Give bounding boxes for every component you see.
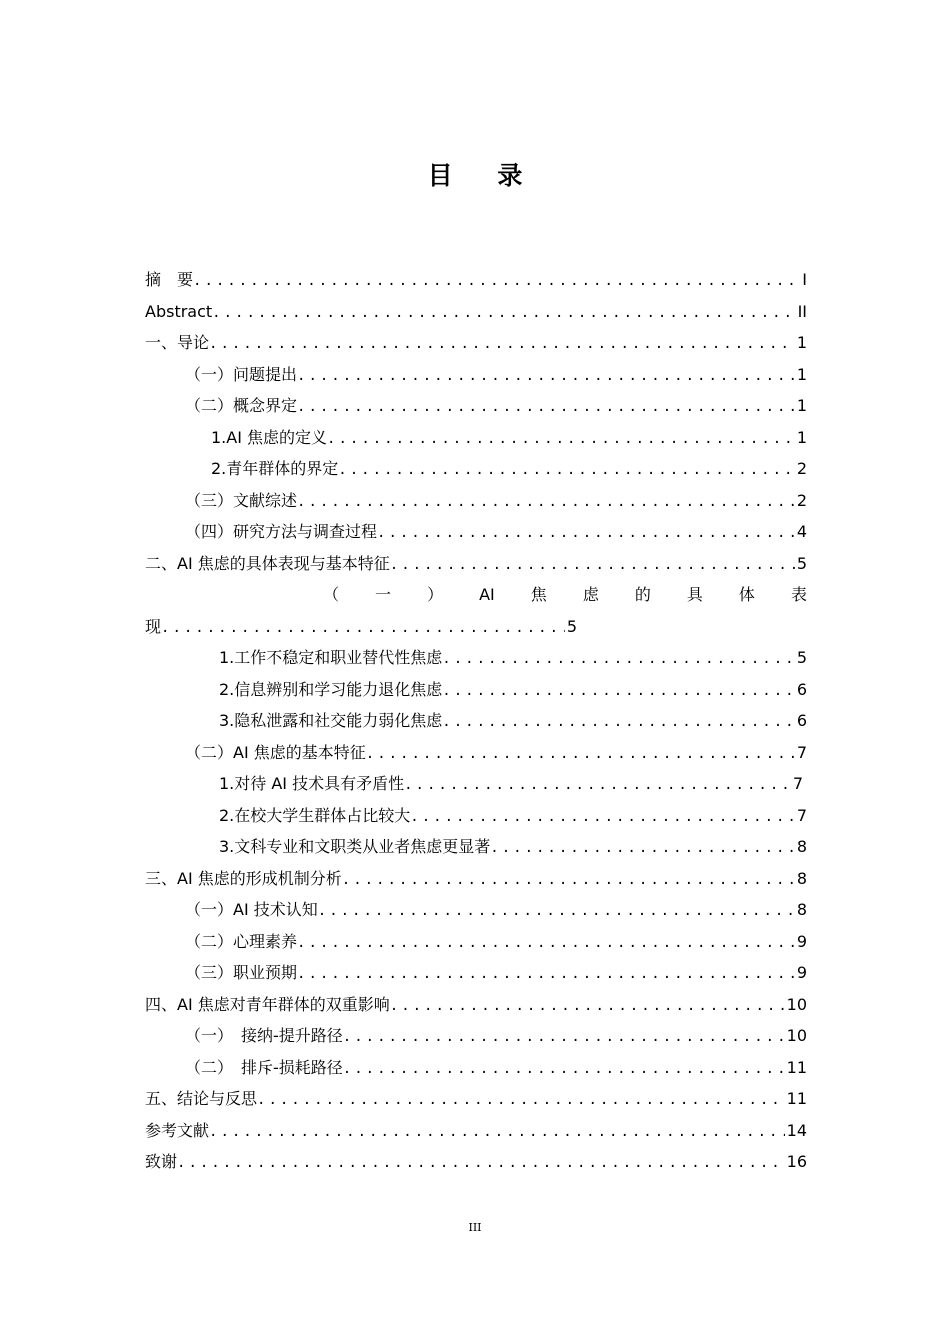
toc-entry-label: 3.文科专业和文职类从业者焦虑更显著 [219, 837, 491, 856]
toc-entry[interactable] [185, 1020, 807, 1051]
toc-entry-label: 一、导论 [145, 333, 210, 352]
dot-leader [490, 833, 795, 862]
dot-leader [442, 644, 795, 673]
toc-char: 一 [375, 585, 392, 604]
toc-entry-label: （一）问题提出 [185, 365, 298, 384]
toc-entry-label: 三、AI 焦虑的形成机制分析 [145, 869, 342, 888]
toc-entry-page: 8 [796, 869, 807, 888]
dot-leader [212, 298, 795, 327]
dot-leader [442, 707, 795, 736]
toc-entry-label: （三）文献综述 [185, 491, 298, 510]
toc-entry[interactable] [185, 390, 807, 421]
toc-entry[interactable] [145, 611, 577, 642]
toc-entry-spread-label[interactable] [323, 579, 807, 610]
toc-entry[interactable] [211, 453, 807, 484]
dot-leader [377, 518, 795, 547]
toc-entry[interactable] [219, 768, 803, 799]
toc-entry-page: 9 [796, 963, 807, 982]
toc-entry-page: 10 [786, 995, 807, 1014]
toc-entry-label: 1.AI 焦虑的定义 [211, 428, 328, 447]
page-number: III [468, 1221, 482, 1234]
toc-entry[interactable] [145, 548, 807, 579]
toc-entry-page: 11 [786, 1058, 807, 1077]
toc-entry-page: 7 [796, 806, 807, 825]
toc-entry-page: 6 [796, 711, 807, 730]
toc-entry[interactable] [185, 1052, 807, 1083]
toc-char: 的 [634, 585, 651, 604]
toc-entry-page: 2 [796, 491, 807, 510]
toc-entry[interactable] [219, 800, 807, 831]
toc-entry-page: II [797, 302, 807, 321]
toc-entry-label: 五、结论与反思 [145, 1089, 258, 1108]
dot-leader [343, 1054, 785, 1083]
toc-entry[interactable] [219, 642, 807, 673]
toc-entry-page: 5 [566, 617, 577, 636]
dot-leader [257, 1085, 785, 1114]
toc-entry-label: 二、AI 焦虑的具体表现与基本特征 [145, 554, 390, 573]
toc-char: AI [479, 585, 495, 604]
toc-entry[interactable] [145, 863, 807, 894]
dot-leader [297, 392, 795, 421]
toc-entry[interactable] [145, 1146, 807, 1177]
toc-entry-page: 11 [786, 1089, 807, 1108]
toc-entry-page: 1 [796, 428, 807, 447]
toc-entry-page: 6 [796, 680, 807, 699]
toc-entry-label: 四、AI 焦虑对青年群体的双重影响 [145, 995, 390, 1014]
toc-char: 体 [738, 585, 755, 604]
toc-entry[interactable] [185, 516, 807, 547]
dot-leader [342, 865, 795, 894]
toc-char: ） [427, 585, 444, 604]
dot-leader [442, 676, 795, 705]
toc-entry-page: 2 [796, 459, 807, 478]
dot-leader [343, 1022, 785, 1051]
toc-entry[interactable] [145, 989, 807, 1020]
toc-entry-label: （四）研究方法与调查过程 [185, 522, 378, 541]
toc-entry-page: 1 [796, 396, 807, 415]
dot-leader [297, 959, 795, 988]
toc-entry-label: （一）AI 技术认知 [185, 900, 318, 919]
toc-entry-label: 参考文献 [145, 1121, 210, 1140]
toc-entry-label: 3.隐私泄露和社交能力弱化焦虑 [219, 711, 443, 730]
toc-char: 虑 [582, 585, 599, 604]
dot-leader [390, 550, 795, 579]
dot-leader [209, 1117, 785, 1146]
toc-entry-label: 1.工作不稳定和职业替代性焦虑 [219, 648, 443, 667]
toc-entry-label: （二）概念界定 [185, 396, 298, 415]
toc-entry-page: 10 [786, 1026, 807, 1045]
toc-entry-page: 7 [796, 743, 807, 762]
dot-leader [209, 329, 795, 358]
dot-leader [327, 424, 795, 453]
toc-char: 具 [686, 585, 703, 604]
toc-entry[interactable] [185, 485, 807, 516]
toc-entry-label: 1.对待 AI 技术具有矛盾性 [219, 774, 405, 793]
dot-leader [297, 487, 795, 516]
toc-entry[interactable] [145, 1083, 807, 1114]
toc-entry[interactable] [145, 1115, 807, 1146]
dot-leader [366, 739, 795, 768]
toc-entry-page: 8 [796, 900, 807, 919]
toc-entry-label: 摘 要 [145, 270, 194, 289]
toc-entry[interactable] [185, 926, 807, 957]
toc-entry-label: （二）心理素养 [185, 932, 298, 951]
toc-entry[interactable] [145, 264, 807, 295]
dot-leader [297, 928, 795, 957]
dot-leader [338, 455, 795, 484]
toc-entry-page: 8 [796, 837, 807, 856]
toc-char: 表 [790, 585, 807, 604]
toc-entry-label: 2.青年群体的界定 [211, 459, 339, 478]
toc-entry[interactable] [219, 705, 807, 736]
toc-entry-page: 14 [786, 1121, 807, 1140]
toc-entry[interactable] [219, 674, 807, 705]
toc-entry-page: I [802, 270, 807, 289]
toc-entry-label: （三）职业预期 [185, 963, 298, 982]
toc-entry-page: 5 [796, 554, 807, 573]
dot-leader [161, 613, 565, 642]
toc-entry-label: 2.在校大学生群体占比较大 [219, 806, 411, 825]
toc-char: 焦 [530, 585, 547, 604]
toc-entry-label: Abstract [145, 302, 213, 321]
toc-entry-label: （一） 接纳-提升路径 [185, 1026, 343, 1045]
toc-entry-label: （二）AI 焦虑的基本特征 [185, 743, 366, 762]
dot-leader [404, 770, 791, 799]
toc-entry-label: 2.信息辨别和学习能力退化焦虑 [219, 680, 443, 699]
toc-entry-label: （二） 排斥-损耗路径 [185, 1058, 343, 1077]
toc-entry-page: 9 [796, 932, 807, 951]
toc-entry-page: 1 [796, 365, 807, 384]
toc-entry[interactable] [145, 327, 807, 358]
toc-entry-page: 5 [796, 648, 807, 667]
toc-entry[interactable] [219, 831, 807, 862]
dot-leader [297, 361, 795, 390]
toc-entry[interactable] [185, 737, 807, 768]
toc-entry-label: 现 [145, 617, 162, 636]
toc-entry-page: 1 [796, 333, 807, 352]
dot-leader [410, 802, 795, 831]
toc-entry[interactable] [145, 296, 807, 327]
toc-entry-label: 致谢 [145, 1152, 178, 1171]
dot-leader [193, 266, 800, 295]
page-title: 目 录 [427, 161, 541, 190]
toc-entry[interactable] [185, 957, 807, 988]
toc-entry[interactable] [211, 422, 807, 453]
dot-leader [177, 1148, 785, 1177]
dot-leader [390, 991, 785, 1020]
toc-entry[interactable] [185, 894, 807, 925]
dot-leader [318, 896, 795, 925]
toc-entry-page: 16 [786, 1152, 807, 1171]
toc-char: （ [323, 585, 340, 604]
toc-entry-page: 4 [796, 522, 807, 541]
toc-entry-page: 7 [792, 774, 803, 793]
toc-entry[interactable] [185, 359, 807, 390]
